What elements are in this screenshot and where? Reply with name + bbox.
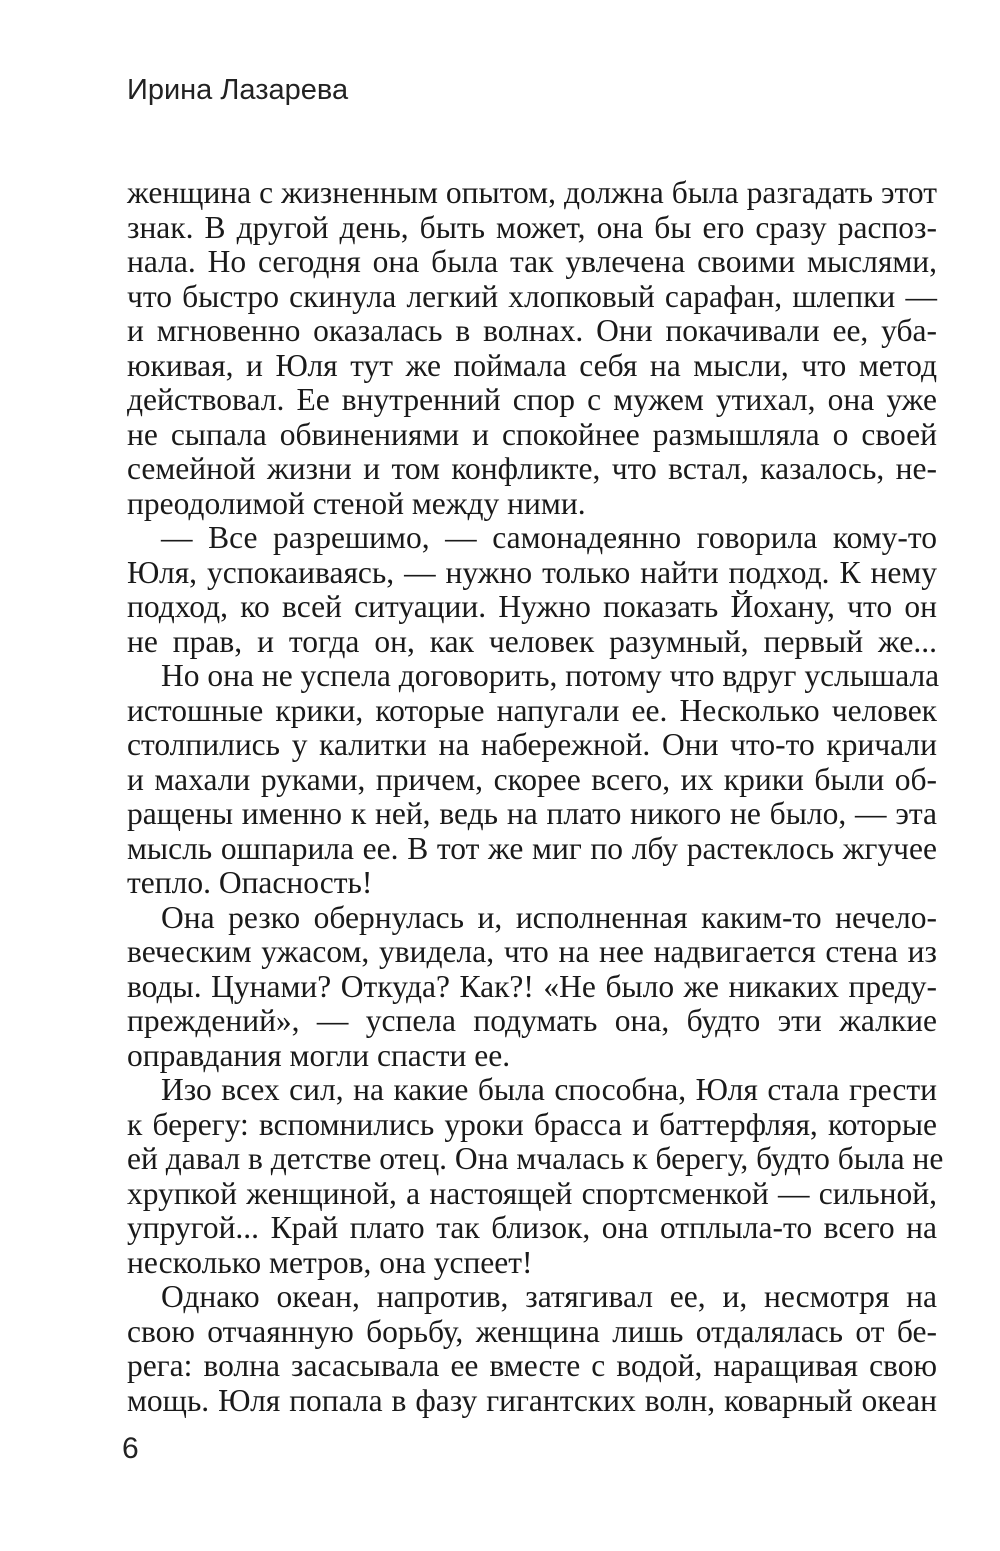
body-text [127,175,944,1418]
text-line: и махали руками, причем, скорее всего, их крики были об- [127,761,937,797]
text-line: ей давал в детстве отец. Она мчалась к берегу, будто была не [127,1141,944,1176]
text-line: мысль ошпарила ее. В тот же миг по лбу растеклось жгучее [127,830,937,866]
text-line: Но она не успела договорить, потому что вдруг услышала [161,658,940,693]
text-line: несколько метров, она успеет! [127,1244,533,1280]
text-line: Она резко обернулась и, исполненная каким-то нечело- [161,899,937,935]
text-line: действовал. Ее внутренний спор с мужем утихал, она уже [127,382,937,417]
text-line: семейной жизни и том конфликте, что встал, казалось, не- [127,451,937,486]
text-line: рега: волна засасывала ее вместе с водой, наращивая свою [127,1348,937,1383]
text-line: — Все разрешимо, — самонадеянно говорила кому-то [161,520,937,555]
text-line: что быстро скинула легкий хлопковый сарафан, шлепки — [127,278,937,314]
text-line: Юля, успокаиваясь, — нужно только найти подход. К нему [127,554,937,590]
text-line: истошные крики, которые напугали ее. Несколько человек [127,692,937,728]
text-line: столпились у калитки на набережной. Они что-то кричали [127,727,937,762]
text-line: воды. Цунами? Откуда? Как?! «Не было же никаких преду- [127,968,937,1004]
text-line: нала. Но сегодня она была так увлечена своими мыслями, [127,244,937,279]
text-line: юкивая, и Юля тут же поймала себя на мысли, что метод [127,347,937,383]
text-line: женщина с жизненным опытом, должна была разгадать этот [127,175,937,210]
text-line: преодолимой стеной между ними. [127,485,586,521]
text-line: мощь. Юля попала в фазу гигантских волн, коварный океан [127,1382,937,1418]
text-line: веческим ужасом, увидела, что на нее надвигается стена из [127,934,937,969]
text-line: ращены именно к ней, ведь на плато никого не было, — эта [127,796,937,831]
text-line: не прав, и тогда он, как человек разумный, первый же... [127,623,937,659]
text-line: Изо всех сил, на какие была способна, Юля стала грести [161,1072,937,1107]
running-header-author: Ирина Лазарева [127,74,349,106]
text-line: тепло. Опасность! [127,865,373,900]
text-line: к берегу: вспомнились уроки брасса и баттерфляя, которые [127,1106,937,1142]
text-line: оправдания могли спасти ее. [127,1037,511,1073]
text-line: подход, ко всей ситуации. Нужно показать Йохану, что он [127,589,937,624]
text-line: упругой... Край плато так близок, она отплыла-то всего на [127,1210,937,1245]
text-line: хрупкой женщиной, а настоящей спортсменкой — сильной, [127,1175,937,1211]
text-line: не сыпала обвинениями и спокойнее размышляла о своей [127,416,937,452]
text-line: преждений», — успела подумать она, будто эти жалкие [127,1003,937,1038]
page-number: 6 [122,1432,139,1465]
text-line: и мгновенно оказалась в волнах. Они покачивали ее, уба- [127,313,937,348]
text-line: свою отчаянную борьбу, женщина лишь отдалялась от бе- [127,1313,937,1349]
text-line: знак. В другой день, быть может, она бы его сразу распоз- [127,209,937,245]
text-line: Однако океан, напротив, затягивал ее, и, несмотря на [161,1279,937,1314]
